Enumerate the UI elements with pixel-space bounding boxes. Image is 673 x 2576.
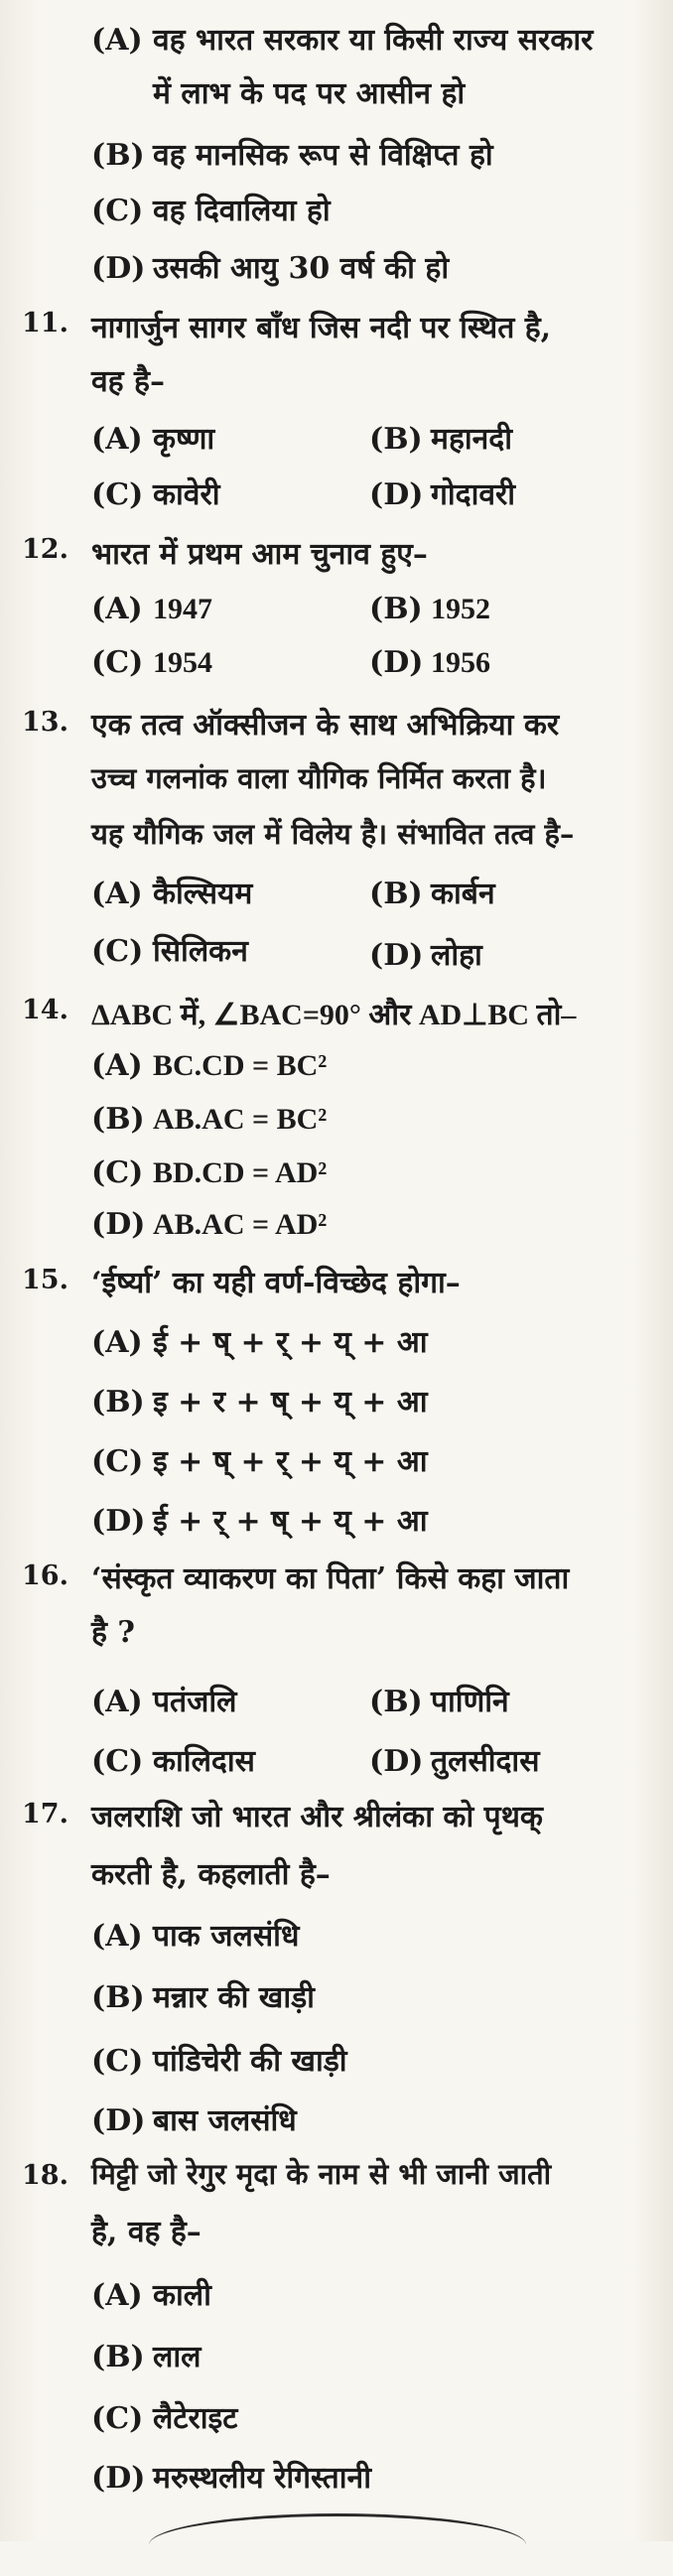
option-a: (A) कृष्णा <box>91 422 215 457</box>
option-b: (B) वह मानसिक रूप से विक्षिप्त हो <box>91 138 493 173</box>
question-text-line2: वह है– <box>91 364 165 399</box>
option-c: (C) पांडिचेरी की खाड़ी <box>91 2044 347 2079</box>
option-b: (B) कार्बन <box>369 877 495 911</box>
option-d: (D) AB.AC = AD² <box>91 1207 328 1242</box>
option-b: (B) लाल <box>91 2340 202 2374</box>
question-text: भारत में प्रथम आम चुनाव हुए– <box>91 537 428 572</box>
option-c: (C) कालिदास <box>91 1744 255 1779</box>
question-text-line2: करती है, कहलाती है– <box>91 1857 331 1892</box>
option-b: (B) इ + र + ष् + य् + आ <box>91 1385 428 1420</box>
question-text-line2: है, वह है– <box>91 2215 202 2249</box>
option-b: (B) AB.AC = BC² <box>91 1102 328 1137</box>
option-c: (C) इ + ष् + र् + य् + आ <box>91 1444 428 1479</box>
question-text-line2: है ? <box>91 1615 135 1650</box>
option-d: (D) तुलसीदास <box>369 1744 540 1779</box>
option-b: (B) 1952 <box>369 592 490 626</box>
option-a: (A) पतंजलि <box>91 1685 237 1719</box>
question-text: ΔABC में, ∠BAC=90° और AD⊥BC तो– <box>91 999 577 1031</box>
question-text: मिट्टी जो रेगुर मृदा के नाम से भी जानी जाती <box>91 2157 552 2191</box>
option-c: (C) लैटेराइट <box>91 2401 238 2436</box>
question-number: 14. <box>22 995 68 1025</box>
option-b: (B) पाणिनि <box>369 1685 509 1719</box>
question-text: एक तत्व ऑक्सीजन के साथ अभिक्रिया कर <box>91 708 560 743</box>
question-text: ‘संस्कृत व्याकरण का पिता’ किसे कहा जाता <box>91 1561 570 1596</box>
option-d: (D) गोदावरी <box>369 477 516 512</box>
question-text: जलराशि जो भारत और श्रीलंका को पृथक् <box>91 1800 543 1834</box>
option-a: (A) काली <box>91 2278 211 2313</box>
page-footer-arc <box>149 2513 526 2576</box>
option-a: (A) BC.CD = BC² <box>91 1048 328 1083</box>
question-number: 15. <box>22 1265 68 1295</box>
question-text-line3: यह यौगिक जल में विलेय है। संभावित तत्व है– <box>91 817 575 851</box>
question-number: 17. <box>22 1799 68 1830</box>
question-number: 13. <box>22 707 68 738</box>
option-d: (D) लोहा <box>369 938 482 973</box>
question-number: 11. <box>22 308 68 339</box>
option-b: (B) मन्नार की खाड़ी <box>91 1980 315 2015</box>
option-a: (A) पाक जलसंधि <box>91 1919 300 1954</box>
option-a: (A) 1947 <box>91 592 212 626</box>
option-c: (C) वह दिवालिया हो <box>91 194 331 228</box>
question-text: ‘ईर्ष्या’ का यही वर्ण-विच्छेद होगा– <box>91 1266 461 1300</box>
question-number: 18. <box>22 2160 68 2191</box>
option-c: (C) 1954 <box>91 645 212 680</box>
option-a: (A) वह भारत सरकार या किसी राज्य सरकार <box>91 23 594 58</box>
option-a-continuation: में लाभ के पद पर आसीन हो <box>153 76 466 111</box>
option-d: (D) बास जलसंधि <box>91 2103 297 2138</box>
question-text-line2: उच्च गलनांक वाला यौगिक निर्मित करता है। <box>91 761 547 795</box>
option-c: (C) BD.CD = AD² <box>91 1155 328 1190</box>
option-a: (A) कैल्सियम <box>91 877 253 911</box>
option-d: (D) 1956 <box>369 645 490 680</box>
option-b: (B) महानदी <box>369 422 512 457</box>
question-number: 16. <box>22 1560 68 1591</box>
option-d: (D) ई + र् + ष् + य् + आ <box>91 1504 428 1539</box>
question-text: नागार्जुन सागर बाँध जिस नदी पर स्थित है, <box>91 311 552 345</box>
option-a: (A) ई + ष् + र् + य् + आ <box>91 1325 428 1360</box>
option-c: (C) कावेरी <box>91 477 220 512</box>
option-d: (D) उसकी आयु 30 वर्ष की हो <box>91 251 450 286</box>
option-c: (C) सिलिकन <box>91 934 248 969</box>
option-d: (D) मरुस्थलीय रेगिस्तानी <box>91 2461 371 2496</box>
question-number: 12. <box>22 534 68 565</box>
